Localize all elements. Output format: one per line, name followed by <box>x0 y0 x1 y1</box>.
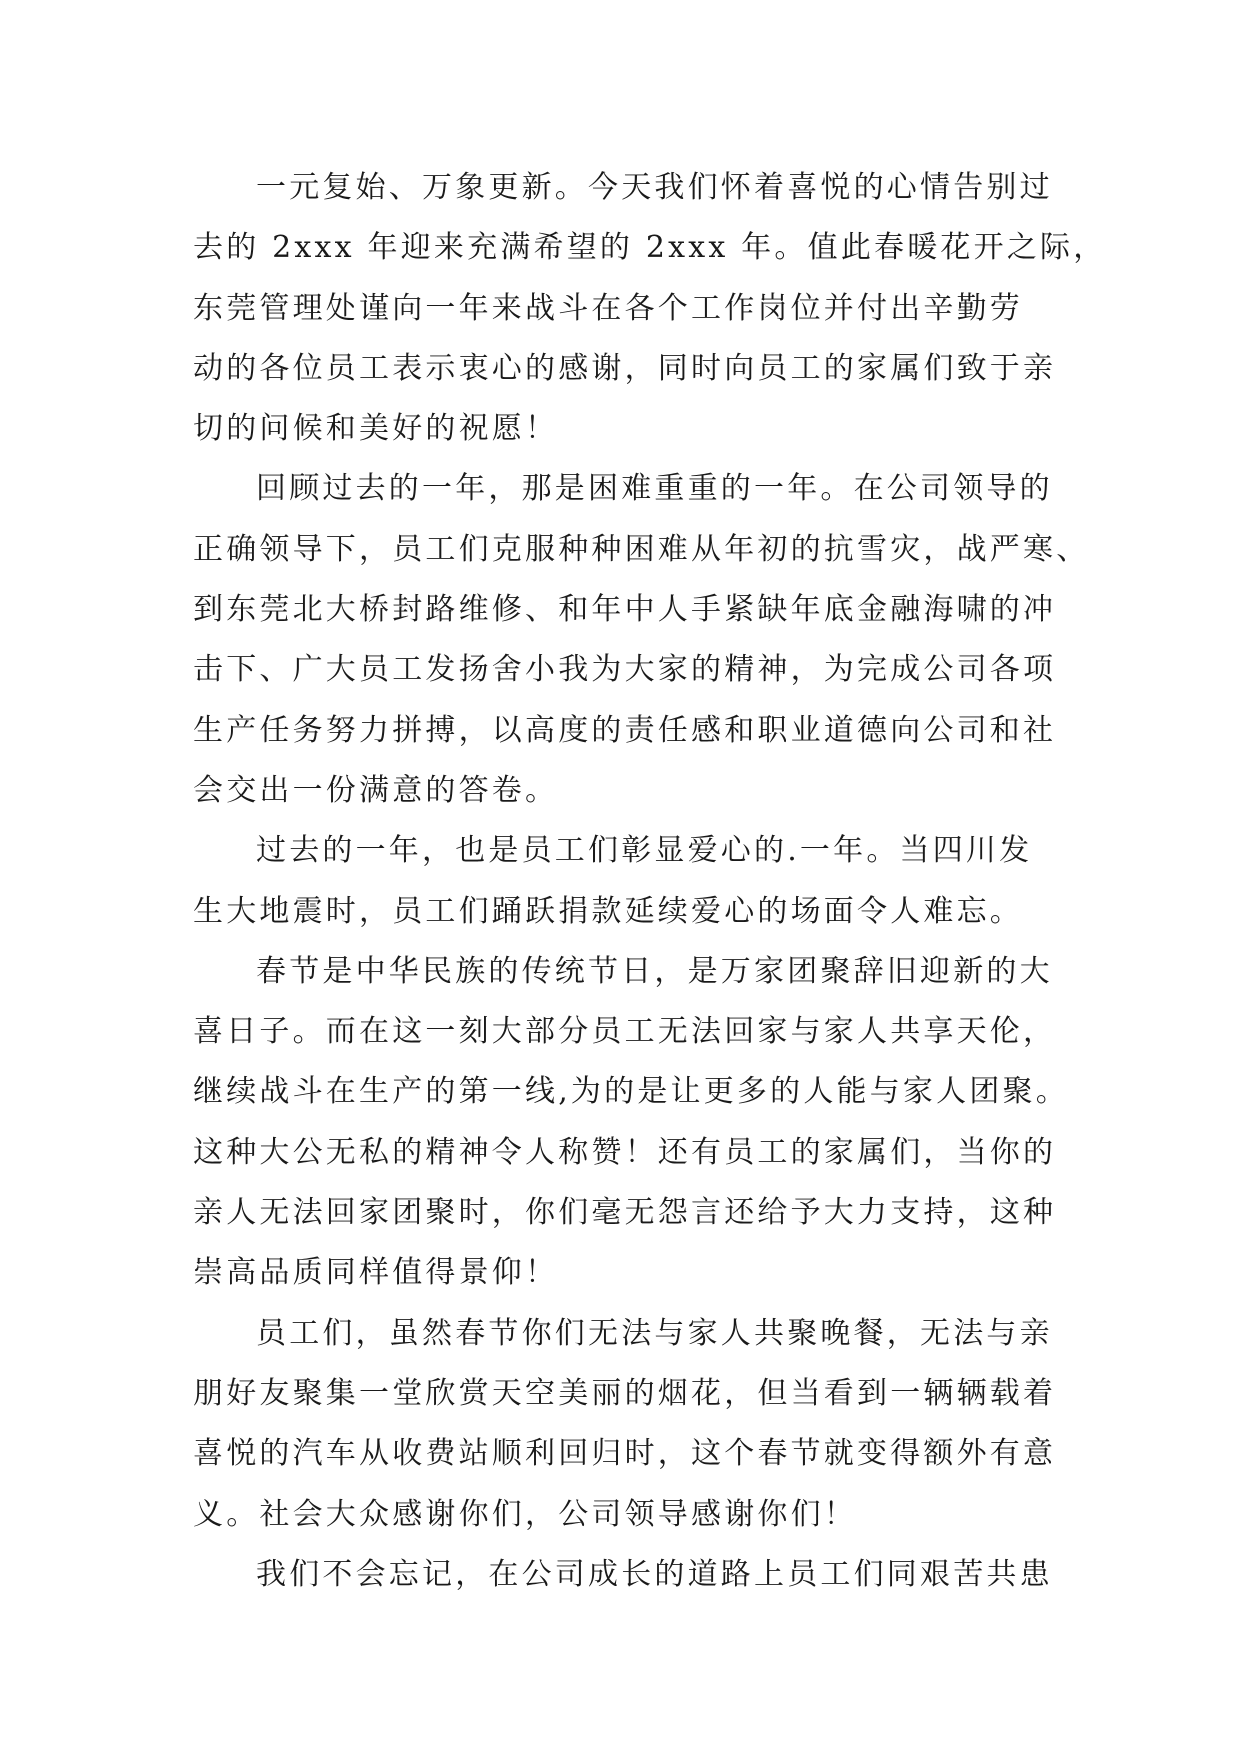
text-line: 崇高品质同样值得景仰！ <box>193 1255 559 1291</box>
text-line: 动的各位员工表示衷心的感谢，同时向员工的家属们致于亲 <box>193 350 1057 386</box>
text-line: 回顾过去的一年，那是困难重重的一年。在公司领导的 <box>256 471 1053 507</box>
text-line: 亲人无法回家团聚时，你们毫无怨言还给予大力支持，这种 <box>193 1195 1057 1231</box>
text-line: 生产任务努力拼搏，以高度的责任感和职业道德向公司和社 <box>193 712 1057 748</box>
text-line: 我们不会忘记，在公司成长的道路上员工们同艰苦共患 <box>256 1556 1053 1592</box>
paragraph-earthquake-donation <box>193 821 1053 942</box>
text-line: 击下、广大员工发扬舍小我为大家的精神，为完成公司各项 <box>193 652 1057 688</box>
text-line: 喜悦的汽车从收费站顺利回归时，这个春节就变得额外有意 <box>193 1436 1057 1472</box>
text-line: 会交出一份满意的答卷。 <box>193 772 559 808</box>
text-line: 这种大公无私的精神令人称赞！还有员工的家属们，当你的 <box>193 1134 1057 1170</box>
text-line: 喜日子。而在这一刻大部分员工无法回家与家人共享天伦， <box>193 1014 1057 1050</box>
text-line: 去的 2xxx 年迎来充满希望的 2xxx 年。值此春暖花开之际， <box>193 230 1107 266</box>
paragraph-spring-festival <box>193 942 1069 1304</box>
text-line: 到东莞北大桥封路维修、和年中人手紧缺年底金融海啸的冲 <box>193 592 1057 628</box>
text-line: 东莞管理处谨向一年来战斗在各个工作岗位并付出辛勤劳 <box>193 290 1023 326</box>
text-line: 切的问候和美好的祝愿！ <box>193 411 559 447</box>
text-line: 义。社会大众感谢你们，公司领导感谢你们！ <box>193 1496 857 1532</box>
paragraph-thanks-to-staff <box>193 1304 1057 1545</box>
document-body <box>193 158 1107 1605</box>
paragraph-year-review <box>193 459 1090 821</box>
text-line: 继续战斗在生产的第一线,为的是让更多的人能与家人团聚。 <box>193 1074 1069 1110</box>
text-line: 一元复始、万象更新。今天我们怀着喜悦的心情告别过 <box>256 170 1053 205</box>
paragraph-we-will-not-forget <box>193 1545 1053 1605</box>
text-line: 正确领导下，员工们克服种种困难从年初的抗雪灾，战严寒、 <box>193 531 1090 567</box>
text-line: 员工们，虽然春节你们无法与家人共聚晚餐，无法与亲 <box>256 1315 1053 1351</box>
paragraph-new-year-greeting <box>193 158 1107 459</box>
text-line: 过去的一年，也是员工们彰显爱心的.一年。当四川发 <box>256 833 1033 869</box>
text-line: 朋好友聚集一堂欣赏天空美丽的烟花，但当看到一辆辆载着 <box>193 1375 1057 1411</box>
text-line: 生大地震时，员工们踊跃捐款延续爱心的场面令人难忘。 <box>193 893 1023 929</box>
text-line: 春节是中华民族的传统节日，是万家团聚辞旧迎新的大 <box>256 953 1053 989</box>
